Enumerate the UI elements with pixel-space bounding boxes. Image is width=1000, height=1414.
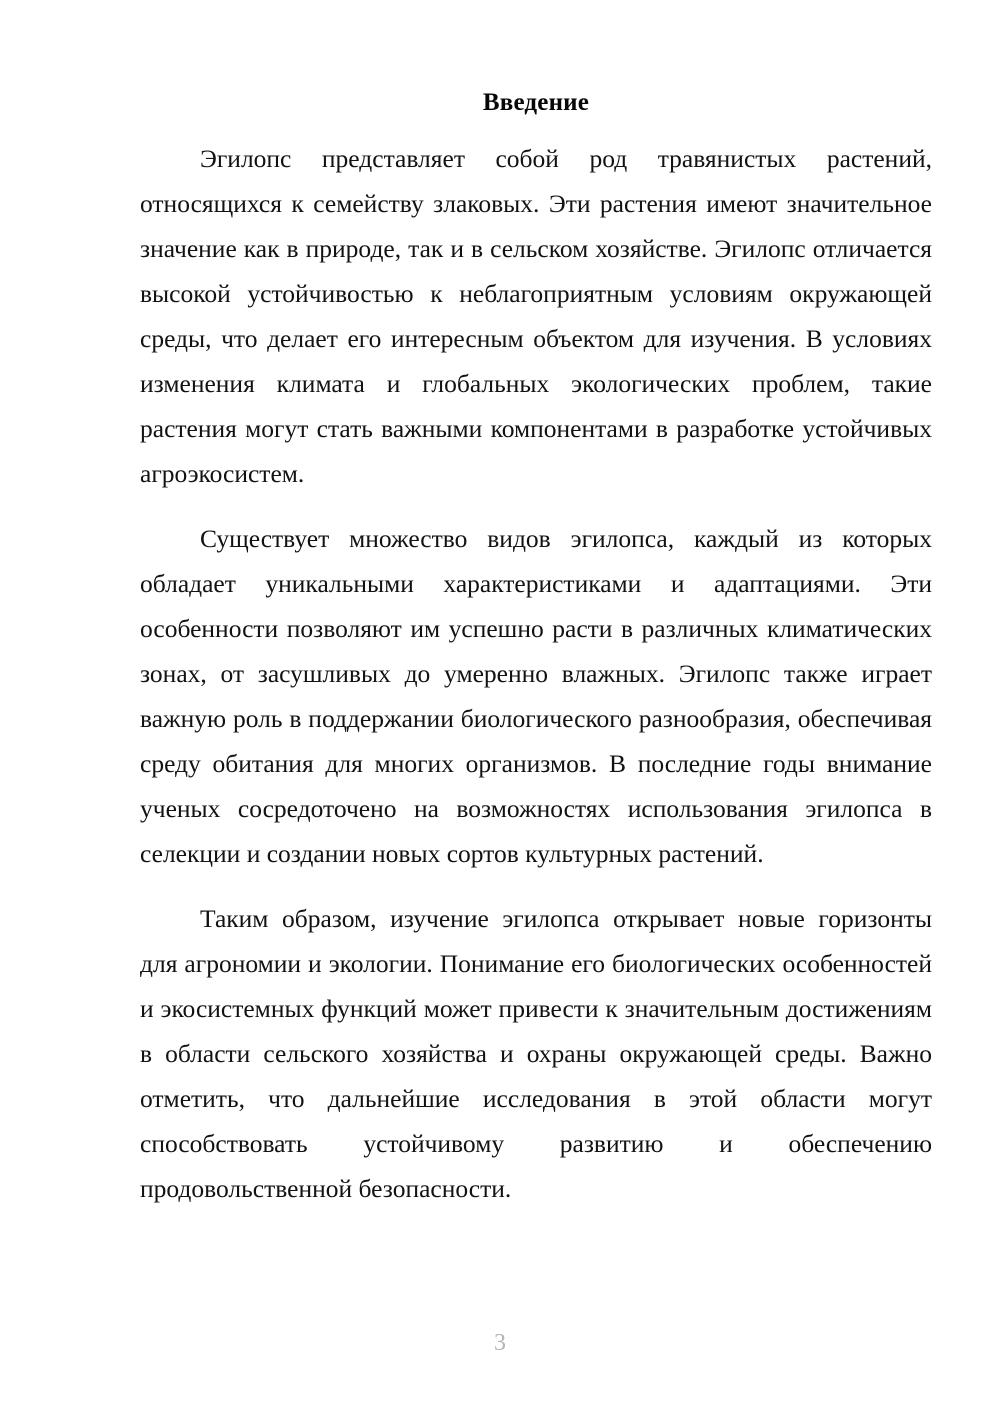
page-title: Введение bbox=[482, 89, 590, 116]
paragraph: Эгилопс представляет собой род травянистых растений, относящихся к семейству злаковых. Эти растения имеют значительное значение как в природе, так и в сельском хозяйстве. Эгилопс отличается высокой устойчивостью к неблагоприятным условиям окружающей среды, что делает его интересным объектом для изучения. В условиях изменения климата и глобальных экологических проблем, такие растения могут стать важными компонентами в разработке устойчивых агроэкосистем. bbox=[140, 144, 932, 488]
body-text bbox=[140, 136, 932, 1211]
page-number: 3 bbox=[494, 1330, 506, 1356]
paragraph: Таким образом, изучение эгилопса открывает новые горизонты для агрономии и экологии. Понимание его биологических особенностей и экосистемных функций может привести к значительным достижениям в области сельского хозяйства и охраны окружающей среды. Важно отметить, что дальнейшие исследования в этой области могут способствовать устойчивому развитию и обеспечению продовольственной безопасности. bbox=[140, 904, 932, 1203]
paragraph: Существует множество видов эгилопса, каждый из которых обладает уникальными характеристиками и адаптациями. Эти особенности позволяют им успешно расти в различных климатических зонах, от засушливых до умеренно влажных. Эгилопс также играет важную роль в поддержании биологического разнообразия, обеспечивая среду обитания для многих организмов. В последние годы внимание ученых сосредоточено на возможностях использования эгилопса в селекции и создании новых сортов культурных растений. bbox=[140, 524, 932, 868]
page-content bbox=[140, 88, 932, 1211]
